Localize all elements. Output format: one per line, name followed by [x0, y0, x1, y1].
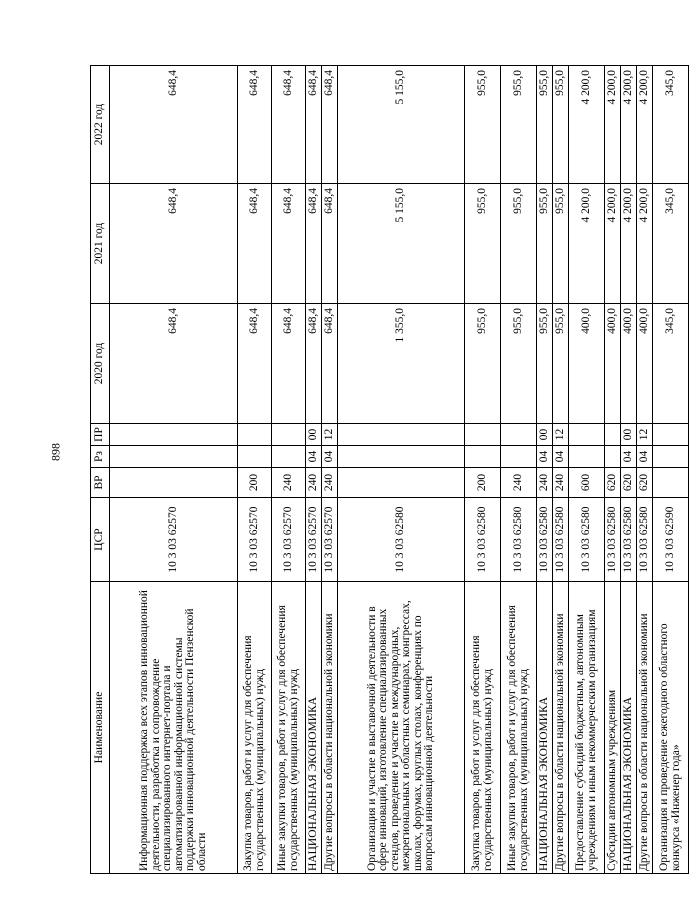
cell-2022: 4 200,0 — [569, 66, 605, 184]
header-rz: Рз — [91, 446, 110, 468]
cell-rz — [569, 446, 605, 468]
header-row — [91, 66, 110, 874]
header-2021: 2021 год — [91, 184, 110, 304]
cell-2022: 955,0 — [501, 66, 537, 184]
cell-vr: 200 — [465, 468, 501, 498]
header-name: Наименование — [91, 582, 110, 874]
cell-2020: 1 355,0 — [338, 304, 465, 424]
cell-name: Закупка товаров, работ и услуг для обеспечения государственных (муниципальных) нужд — [465, 582, 501, 874]
table-row — [569, 66, 605, 874]
cell-name: Иные закупки товаров, работ и услуг для обеспечения государственных (муниципальных) нужд — [272, 582, 306, 874]
cell-2021: 955,0 — [501, 184, 537, 304]
cell-2022: 955,0 — [537, 66, 553, 184]
cell-vr: 240 — [537, 468, 553, 498]
cell-name: Другие вопросы в области национальной экономики — [553, 582, 569, 874]
table-row — [322, 66, 338, 874]
cell-csr: 10 3 03 62580 — [338, 498, 465, 582]
cell-pr: 00 — [537, 424, 553, 446]
cell-pr — [338, 424, 465, 446]
cell-2022: 648,4 — [272, 66, 306, 184]
cell-csr: 10 3 03 62580 — [569, 498, 605, 582]
page-number: 898 — [48, 443, 63, 461]
cell-rz — [110, 446, 238, 468]
header-pr: ПР — [91, 424, 110, 446]
table-row — [621, 66, 637, 874]
table-row — [306, 66, 322, 874]
cell-rz — [501, 446, 537, 468]
cell-csr: 10 3 03 62580 — [637, 498, 653, 582]
cell-csr: 10 3 03 62570 — [238, 498, 272, 582]
cell-csr: 10 3 03 62570 — [322, 498, 338, 582]
cell-vr: 620 — [605, 468, 621, 498]
header-csr: ЦСР — [91, 498, 110, 582]
cell-csr: 10 3 03 62570 — [110, 498, 238, 582]
cell-2021: 4 200,0 — [621, 184, 637, 304]
cell-name: НАЦИОНАЛЬНАЯ ЭКОНОМИКА — [306, 582, 322, 874]
cell-2021: 648,4 — [238, 184, 272, 304]
cell-csr: 10 3 03 62580 — [553, 498, 569, 582]
cell-2020: 648,4 — [306, 304, 322, 424]
cell-2021: 648,4 — [110, 184, 238, 304]
cell-vr: 240 — [553, 468, 569, 498]
table-row — [553, 66, 569, 874]
cell-rz — [653, 446, 689, 468]
table-row — [605, 66, 621, 874]
table-row — [238, 66, 272, 874]
cell-2022: 955,0 — [465, 66, 501, 184]
rotated-table-container — [90, 66, 682, 874]
cell-2022: 648,4 — [306, 66, 322, 184]
cell-name: Организация и проведение ежегодного областного конкурса «Инженер года» — [653, 582, 689, 874]
cell-pr — [465, 424, 501, 446]
cell-vr — [110, 468, 238, 498]
cell-name: Информационная поддержка всех этапов инновационной деятельности, разработка и сопровождение специализированного интернет-портала и автоматизированной информационной системы поддержки инновационной деятельности Пензенской области — [110, 582, 238, 874]
cell-csr: 10 3 03 62590 — [653, 498, 689, 582]
header-2022: 2022 год — [91, 66, 110, 184]
cell-vr: 620 — [637, 468, 653, 498]
cell-vr: 620 — [621, 468, 637, 498]
cell-2022: 4 200,0 — [605, 66, 621, 184]
cell-csr: 10 3 03 62570 — [306, 498, 322, 582]
cell-rz — [465, 446, 501, 468]
cell-csr: 10 3 03 62580 — [501, 498, 537, 582]
cell-2020: 400,0 — [637, 304, 653, 424]
cell-rz: 04 — [621, 446, 637, 468]
cell-rz: 04 — [306, 446, 322, 468]
cell-csr: 10 3 03 62580 — [537, 498, 553, 582]
cell-2022: 648,4 — [322, 66, 338, 184]
cell-vr: 240 — [306, 468, 322, 498]
cell-2021: 955,0 — [537, 184, 553, 304]
cell-2022: 345,0 — [653, 66, 689, 184]
cell-name: НАЦИОНАЛЬНАЯ ЭКОНОМИКА — [621, 582, 637, 874]
cell-2021: 4 200,0 — [569, 184, 605, 304]
cell-2021: 648,4 — [306, 184, 322, 304]
cell-2022: 648,4 — [110, 66, 238, 184]
cell-name: Другие вопросы в области национальной экономики — [637, 582, 653, 874]
cell-2021: 5 155,0 — [338, 184, 465, 304]
cell-pr: 00 — [621, 424, 637, 446]
cell-vr — [653, 468, 689, 498]
table-row — [465, 66, 501, 874]
cell-vr: 600 — [569, 468, 605, 498]
table-row — [501, 66, 537, 874]
cell-rz: 04 — [537, 446, 553, 468]
table-row — [637, 66, 653, 874]
cell-pr — [110, 424, 238, 446]
cell-2020: 400,0 — [569, 304, 605, 424]
cell-rz: 04 — [637, 446, 653, 468]
cell-2022: 4 200,0 — [621, 66, 637, 184]
cell-2020: 648,4 — [238, 304, 272, 424]
cell-name: НАЦИОНАЛЬНАЯ ЭКОНОМИКА — [537, 582, 553, 874]
cell-2020: 345,0 — [653, 304, 689, 424]
cell-pr: 12 — [637, 424, 653, 446]
cell-2020: 955,0 — [501, 304, 537, 424]
cell-csr: 10 3 03 62570 — [272, 498, 306, 582]
cell-csr: 10 3 03 62580 — [605, 498, 621, 582]
cell-2022: 648,4 — [238, 66, 272, 184]
cell-rz — [605, 446, 621, 468]
cell-csr: 10 3 03 62580 — [621, 498, 637, 582]
cell-2020: 400,0 — [605, 304, 621, 424]
cell-vr — [338, 468, 465, 498]
cell-pr: 12 — [553, 424, 569, 446]
cell-2020: 648,4 — [322, 304, 338, 424]
table-row — [110, 66, 238, 874]
header-vr: ВР — [91, 468, 110, 498]
cell-vr: 240 — [272, 468, 306, 498]
cell-2021: 4 200,0 — [637, 184, 653, 304]
cell-2020: 400,0 — [621, 304, 637, 424]
table-row — [272, 66, 306, 874]
cell-pr — [605, 424, 621, 446]
cell-2020: 955,0 — [465, 304, 501, 424]
cell-2021: 648,4 — [322, 184, 338, 304]
cell-name: Иные закупки товаров, работ и услуг для обеспечения государственных (муниципальных) нужд — [501, 582, 537, 874]
cell-2021: 4 200,0 — [605, 184, 621, 304]
table-row — [338, 66, 465, 874]
cell-2020: 648,4 — [110, 304, 238, 424]
cell-2022: 4 200,0 — [637, 66, 653, 184]
cell-pr — [238, 424, 272, 446]
cell-2021: 345,0 — [653, 184, 689, 304]
cell-2021: 955,0 — [465, 184, 501, 304]
cell-name: Организация и участие в выставочной деятельности в сфере инноваций, изготовление специализированных стендов, проведение и участие в международных, межрегиональных и областных семинарах, конгрессах, школах, форумах, круглых столах, конференциях по вопросам инновационной деятельности — [338, 582, 465, 874]
cell-2022: 5 155,0 — [338, 66, 465, 184]
cell-pr: 12 — [322, 424, 338, 446]
cell-csr: 10 3 03 62580 — [465, 498, 501, 582]
cell-vr: 240 — [501, 468, 537, 498]
cell-rz — [238, 446, 272, 468]
cell-vr: 200 — [238, 468, 272, 498]
cell-pr: 00 — [306, 424, 322, 446]
header-2020: 2020 год — [91, 304, 110, 424]
cell-pr — [501, 424, 537, 446]
cell-name: Субсидии автономным учреждениям — [605, 582, 621, 874]
cell-pr — [272, 424, 306, 446]
cell-2020: 648,4 — [272, 304, 306, 424]
cell-pr — [569, 424, 605, 446]
table-row — [537, 66, 553, 874]
cell-2020: 955,0 — [553, 304, 569, 424]
table-row — [653, 66, 689, 874]
cell-2021: 648,4 — [272, 184, 306, 304]
cell-vr: 240 — [322, 468, 338, 498]
cell-rz: 04 — [553, 446, 569, 468]
cell-rz: 04 — [322, 446, 338, 468]
cell-pr — [653, 424, 689, 446]
cell-2020: 955,0 — [537, 304, 553, 424]
cell-name: Другие вопросы в области национальной экономики — [322, 582, 338, 874]
cell-2021: 955,0 — [553, 184, 569, 304]
cell-name: Закупка товаров, работ и услуг для обеспечения государственных (муниципальных) нужд — [238, 582, 272, 874]
cell-2022: 955,0 — [553, 66, 569, 184]
cell-rz — [272, 446, 306, 468]
cell-name: Предоставление субсидий бюджетным, автономным учреждениям и иным некоммерческим организациям — [569, 582, 605, 874]
budget-table — [90, 65, 689, 874]
cell-rz — [338, 446, 465, 468]
